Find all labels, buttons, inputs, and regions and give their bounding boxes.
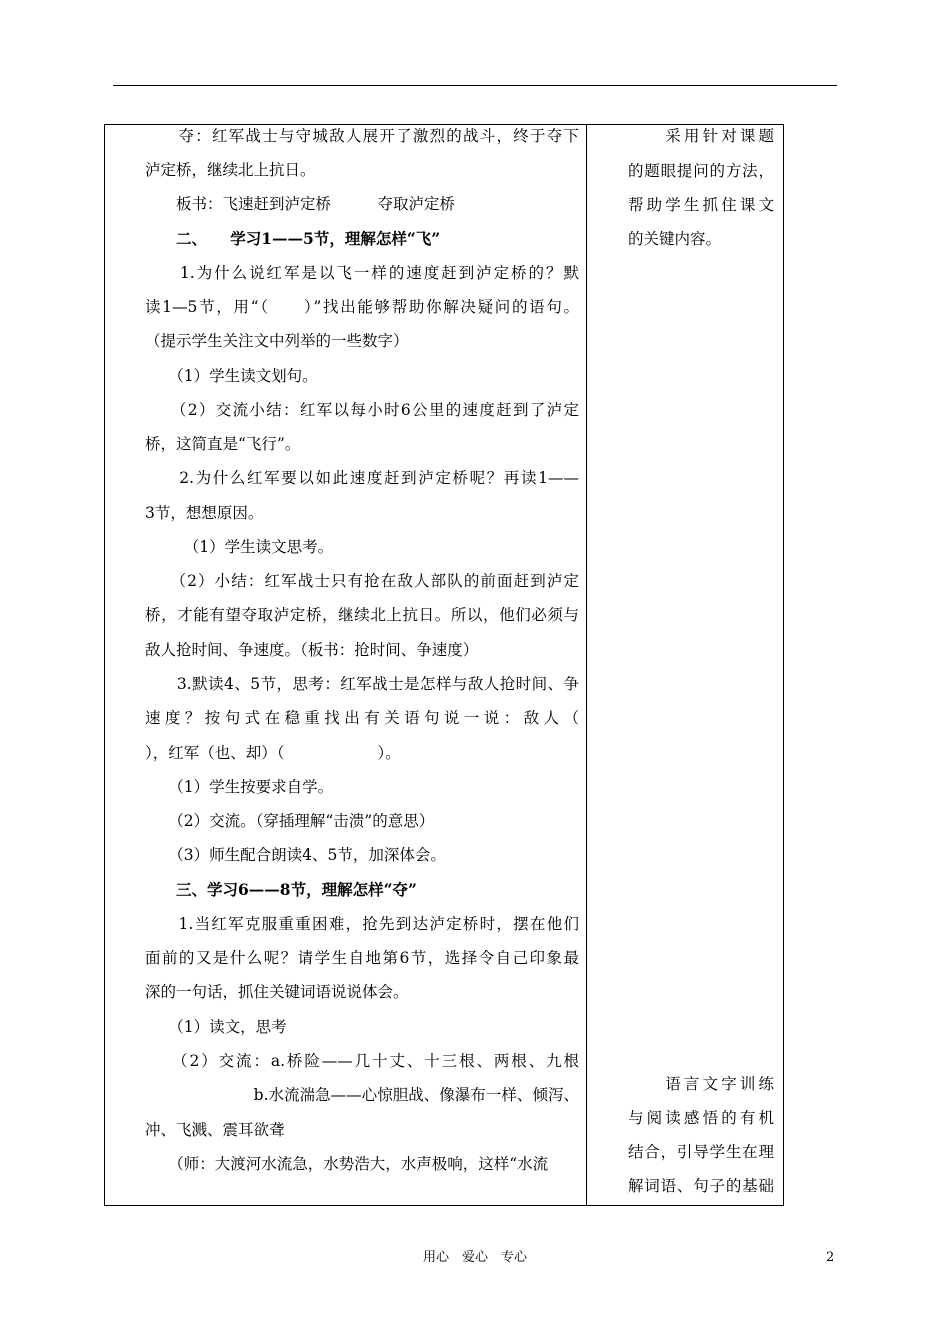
side-note-line: 与阅读感悟的有机: [628, 1109, 774, 1127]
text-line: 冲、飞溅、震耳欲聋: [145, 1121, 285, 1139]
text-line: 2.为什么红军要以如此速度赶到泸定桥呢？再读1——: [145, 469, 579, 487]
header-rule: [113, 85, 837, 86]
text-line: （2）交流。（穿插理解“击溃”的意思）: [145, 812, 435, 830]
text-line: 深的一句话，抓住关键词语说说体会。: [145, 983, 409, 1001]
text-line: （2）小结：红军战士只有抢在敌人部队的前面赶到泸定: [145, 572, 579, 590]
side-note-line: 结合，引导学生在理: [628, 1143, 774, 1161]
text-line: 夺：红军战士与守城敌人展开了激烈的战斗，终于夺下: [145, 127, 579, 145]
text-line: （1）读文，思考: [145, 1018, 287, 1036]
text-line: （1）学生读文划句。: [145, 367, 318, 385]
text-line: （1）学生读文思考。: [145, 538, 334, 556]
text-line: 3.默读4、5节，思考：红军战士是怎样与敌人抢时间、争: [145, 675, 579, 693]
side-notes-column: [628, 124, 778, 1204]
text-line: 1.当红军克服重重困难，抢先到达泸定桥时，摆在他们: [145, 915, 579, 933]
text-line: （2）交流：a.桥险——几十丈、十三根、两根、九根: [145, 1052, 579, 1070]
text-line: b.水流湍急——心惊胆战、像瀑布一样、倾泻、: [145, 1086, 579, 1104]
side-note-line: 解词语、句子的基础: [628, 1177, 774, 1195]
text-line: （提示学生关注文中列举的一些数字）: [145, 332, 409, 350]
text-line: 3节，想想原因。: [145, 504, 264, 522]
footer-motto: 用心 爱心 专心: [422, 1250, 527, 1265]
text-line: 桥，这简直是“飞行”。: [145, 435, 301, 453]
side-note-line: 采用针对课题: [628, 127, 774, 145]
page-number: 2: [826, 1250, 835, 1265]
side-note-line: 的题眼提问的方法，: [628, 162, 774, 180]
text-line: （3）师生配合朗读4、5节，加深体会。: [145, 846, 446, 864]
text-line: （师：大渡河水流急，水势浩大，水声极响，这样“水流: [145, 1155, 549, 1173]
text-line: 桥，才能有望夺取泸定桥，继续北上抗日。所以，他们必须与: [145, 606, 579, 624]
text-line: ），红军（也、却）（ ）。: [145, 744, 401, 762]
text-line: 三、学习6——8节，理解怎样“夺”: [145, 880, 417, 899]
text-line: 敌人抢时间、争速度。（板书：抢时间、争速度）: [145, 641, 479, 659]
text-line: 读1—5节，用“（ ）”找出能够帮助你解决疑问的语句。: [145, 298, 579, 316]
text-line: （2）交流小结：红军以每小时6公里的速度赶到了泸定: [145, 401, 579, 419]
text-line: 1.为什么说红军是以飞一样的速度赶到泸定桥的？默: [145, 264, 579, 282]
table-column-divider: [586, 124, 587, 1206]
text-line: 二、 学习1——5节，理解怎样“飞”: [145, 229, 441, 248]
main-content-column: [145, 124, 581, 1204]
text-line: 速度？按句式在稳重找出有关语句说一说：敌人（: [145, 709, 579, 727]
side-note-line: 的关键内容。: [628, 230, 722, 248]
text-line: 面前的又是什么呢？请学生自地第6节，选择令自己印象最: [145, 949, 579, 967]
side-note-line: 语言文字训练: [628, 1075, 774, 1093]
text-line: （1）学生按要求自学。: [145, 778, 334, 796]
side-note-line: 帮助学生抓住课文: [628, 196, 774, 214]
text-line: 泸定桥，继续北上抗日。: [145, 161, 316, 179]
text-line: 板书：飞速赶到泸定桥 夺取泸定桥: [145, 195, 456, 213]
